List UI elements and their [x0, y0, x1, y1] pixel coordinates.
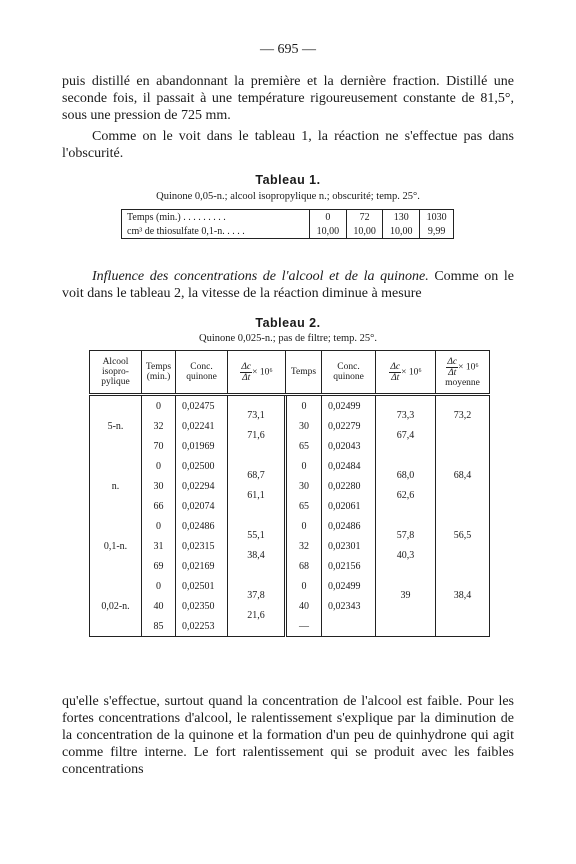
fraction-numerator: Δc	[241, 361, 252, 372]
rate-cell	[376, 516, 436, 576]
time-cell: 69	[142, 556, 176, 576]
average-value: 73,2	[453, 410, 472, 421]
fraction-denominator: Δt	[391, 372, 400, 383]
conc-cell: 0,02486	[322, 516, 376, 536]
conc-cell: 0,02499	[322, 395, 376, 417]
conc-cell: 0,01969	[176, 436, 228, 456]
average-cell	[436, 576, 490, 637]
average-cell	[436, 395, 490, 457]
rate-cell	[376, 456, 436, 516]
concentration-label: 5-n.	[90, 395, 142, 457]
table1-row	[122, 210, 454, 225]
time-cell: 0	[286, 576, 322, 596]
average-value: 68,4	[453, 470, 472, 481]
rate-cell	[376, 576, 436, 637]
paragraph-3	[62, 268, 514, 302]
rate-value: 61,1	[247, 490, 265, 501]
time-cell: 32	[286, 536, 322, 556]
table2-header-row	[90, 351, 490, 395]
table1-caption: Quinone 0,05-n.; alcool isopropylique n.; obscurité; temp. 25°.	[156, 191, 420, 202]
rate-value: 71,6	[247, 430, 265, 441]
concentration-label: 0,1-n.	[90, 516, 142, 576]
header-moyenne	[436, 351, 490, 395]
times-ten-six: × 10⁶	[252, 367, 273, 378]
conc-cell: 0,02074	[176, 496, 228, 516]
rate-value: 62,6	[396, 490, 415, 501]
table1-cell: 10,00	[346, 224, 383, 239]
times-ten-six: × 10⁶	[401, 367, 422, 378]
paragraph-4: qu'elle s'effectue, surtout quand la concentration de l'alcool est faible. Pour les fortes concentrations d'alcool, le ralentissement s'explique par la diminution de la concentration de la quinone et la formation d'un peu de quinhydrone qui agit comme filtre interne. Le fort ralentissement qui se produit avec les faibles concentrations	[62, 694, 514, 777]
fraction-numerator: Δc	[447, 356, 458, 367]
rate-value: 68,7	[247, 470, 265, 481]
table1-cell: 72	[346, 210, 383, 225]
table1-cell: 0	[310, 210, 347, 225]
rate-value: 73,3	[396, 410, 415, 421]
header-rate-2	[376, 351, 436, 395]
fraction	[240, 362, 252, 383]
header-temps-2: Temps	[286, 351, 322, 395]
table1-row-label: Temps (min.) . . . . . . . . .	[127, 211, 226, 223]
conc-cell: 0,02280	[322, 476, 376, 496]
concentration-label: n.	[90, 456, 142, 516]
conc-cell: 0,02253	[176, 616, 228, 637]
rate-value: 57,8	[396, 530, 415, 541]
conc-cell: 0,02475	[176, 395, 228, 417]
paragraph-1: puis distillé en abandonnant la première et la dernière fraction. Distillé une seconde fois, il passait à une température rigoureusement constante de 81,5°, sous une pression de 725 mm.	[62, 74, 514, 123]
rate-value: 38,4	[247, 550, 265, 561]
time-cell: 31	[142, 536, 176, 556]
paragraph-3-text: Comme on le voit dans le tableau 2, la vitesse de la réaction diminue à mesure	[62, 269, 514, 301]
rate-value	[376, 606, 435, 626]
time-cell: 0	[286, 456, 322, 476]
time-cell: 40	[142, 596, 176, 616]
table1-cell: 1030	[420, 210, 454, 225]
table1-row-label: cm³ de thiosulfate 0,1-n. . . . .	[127, 225, 245, 237]
time-cell: 66	[142, 496, 176, 516]
average-value: 56,5	[453, 530, 472, 541]
page-number: — 695 —	[260, 42, 316, 57]
moyenne-label: moyenne	[445, 377, 480, 388]
time-cell: 30	[142, 476, 176, 496]
rate-cell	[376, 395, 436, 457]
rate-value: 21,6	[247, 610, 265, 621]
fraction	[389, 362, 401, 383]
table2	[89, 350, 490, 637]
time-cell: 70	[142, 436, 176, 456]
conc-cell: 0,02343	[322, 596, 376, 616]
average-cell	[436, 456, 490, 516]
time-cell: 40	[286, 596, 322, 616]
rate-cell	[228, 456, 286, 516]
conc-cell: 0,02499	[322, 576, 376, 596]
table2-row	[90, 576, 490, 596]
table1-cell: 10,00	[383, 224, 420, 239]
conc-cell: 0,02301	[322, 536, 376, 556]
rate-value: 40,3	[396, 550, 415, 561]
table2-caption: Quinone 0,025-n.; pas de filtre; temp. 25°.	[199, 333, 377, 344]
time-cell: 68	[286, 556, 322, 576]
rate-value: 37,8	[247, 590, 265, 601]
fraction-numerator: Δc	[390, 361, 401, 372]
time-cell: —	[286, 616, 322, 637]
table2-row	[90, 456, 490, 476]
rate-cell	[228, 516, 286, 576]
conc-cell: 0,02043	[322, 436, 376, 456]
average-cell	[436, 516, 490, 576]
rate-value: 73,1	[247, 410, 265, 421]
rate-value: 68,0	[396, 470, 415, 481]
time-cell: 0	[286, 395, 322, 417]
time-cell: 30	[286, 416, 322, 436]
table1-cell: 10,00	[310, 224, 347, 239]
conc-cell: 0,02241	[176, 416, 228, 436]
rate-cell	[228, 395, 286, 457]
table1	[121, 209, 454, 239]
fraction-denominator: Δt	[448, 367, 457, 378]
time-cell: 30	[286, 476, 322, 496]
time-cell: 85	[142, 616, 176, 637]
conc-cell: 0,02486	[176, 516, 228, 536]
conc-cell: 0,02156	[322, 556, 376, 576]
conc-cell: 0,02294	[176, 476, 228, 496]
table2-body	[90, 395, 490, 637]
table2-title: Tableau 2.	[255, 316, 321, 330]
paragraph-3-italic: Influence des concentrations de l'alcool et de la quinone.	[92, 269, 429, 284]
time-cell: 65	[286, 436, 322, 456]
rate-value: 39	[400, 590, 411, 601]
time-cell: 32	[142, 416, 176, 436]
time-cell: 0	[142, 456, 176, 476]
paragraph-2: Comme on le voit dans le tableau 1, la réaction ne s'effectue pas dans l'obscurité.	[62, 129, 514, 161]
header-conc: Conc. quinone	[176, 351, 228, 395]
conc-cell: 0,02500	[176, 456, 228, 476]
times-ten-six: × 10⁶	[458, 362, 479, 373]
time-cell: 0	[142, 516, 176, 536]
average-value: 38,4	[453, 590, 472, 601]
time-cell: 0	[286, 516, 322, 536]
rate-cell	[228, 576, 286, 637]
conc-cell	[322, 616, 376, 637]
conc-cell: 0,02061	[322, 496, 376, 516]
table2-row	[90, 516, 490, 536]
header-alcool: Alcool isopro- pylique	[90, 351, 142, 395]
conc-cell: 0,02350	[176, 596, 228, 616]
time-cell: 65	[286, 496, 322, 516]
table1-cell: 130	[383, 210, 420, 225]
time-cell: 0	[142, 395, 176, 417]
conc-cell: 0,02315	[176, 536, 228, 556]
conc-cell: 0,02279	[322, 416, 376, 436]
rate-value: 55,1	[247, 530, 265, 541]
conc-cell: 0,02169	[176, 556, 228, 576]
table1-title: Tableau 1.	[255, 173, 321, 187]
fraction	[446, 357, 458, 378]
header-rate	[228, 351, 286, 395]
concentration-label: 0,02-n.	[90, 576, 142, 637]
table1-row	[122, 224, 454, 239]
time-cell: 0	[142, 576, 176, 596]
conc-cell: 0,02484	[322, 456, 376, 476]
rate-value: 67,4	[396, 430, 415, 441]
conc-cell: 0,02501	[176, 576, 228, 596]
table2-row	[90, 395, 490, 417]
header-temps: Temps (min.)	[142, 351, 176, 395]
fraction-denominator: Δt	[242, 372, 251, 383]
table1-cell: 9,99	[420, 224, 454, 239]
header-conc-2: Conc. quinone	[322, 351, 376, 395]
